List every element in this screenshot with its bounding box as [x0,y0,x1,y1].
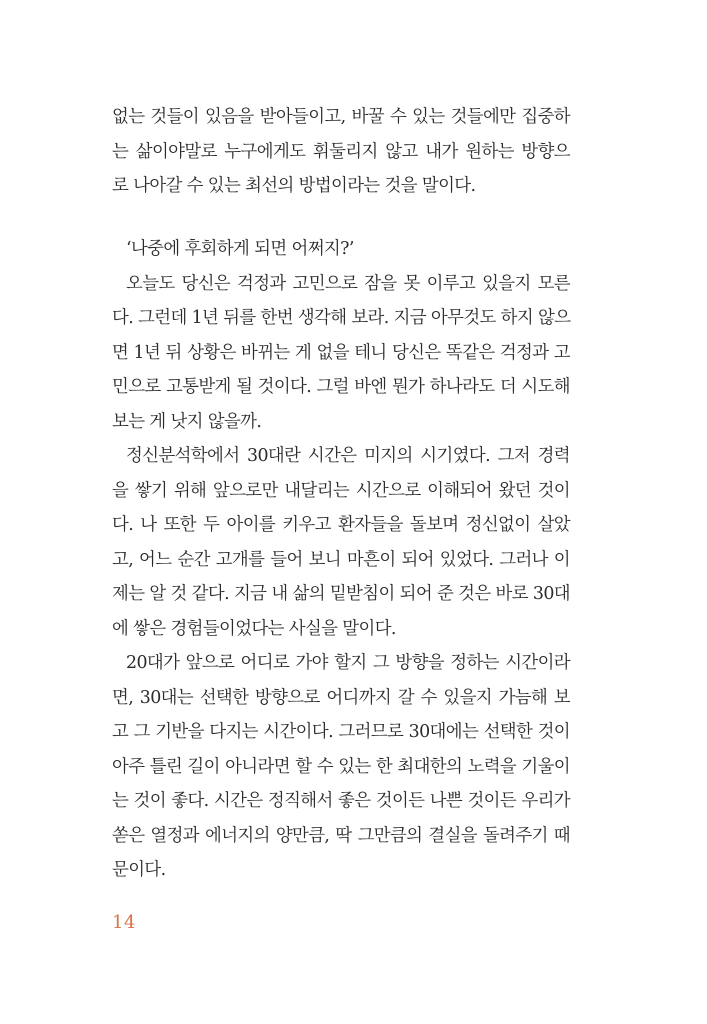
text-line: 에 쌓은 경험들이었다는 사실을 말이다. [112,618,396,639]
text-line: 정신분석학에서 30대란 시간은 미지의 시기였다. 그저 경력 [126,446,570,466]
text-line: 없는 것들이 있음을 받아들이고, 바꿀 수 있는 것들에만 집중하 [112,107,570,127]
text-line: 쏟은 열정과 에너지의 양만큼, 딱 그만큼의 결실을 돌려주기 때 [112,825,570,846]
text-line: 민으로 고통받게 될 것이다. 그럴 바엔 뭔가 하나라도 더 시도해 [112,377,570,397]
text-line: 오늘도 당신은 걱정과 고민으로 잠을 못 이루고 있을지 모른 [126,273,570,294]
paragraph-continued [112,100,570,204]
text-line: 면, 30대는 선택한 방향으로 어디까지 갈 수 있을지 가늠해 보 [112,687,570,708]
text-line: 아주 틀린 길이 아니라면 할 수 있는 한 최대한의 노력을 기울이 [112,756,570,777]
text-line: 20대가 앞으로 어디로 가야 할지 그 방향을 정하는 시간이라 [126,653,570,673]
text-line: 는 것이 좋다. 시간은 정직해서 좋은 것이든 나쁜 것이든 우리가 [112,791,570,811]
text-line: 고, 어느 순간 고개를 들어 보니 마흔이 되어 있었다. 그러나 이 [112,549,570,570]
text-line: 제는 알 것 같다. 지금 내 삶의 밑받침이 되어 준 것은 바로 30대 [112,584,570,604]
text-line: 을 쌓기 위해 앞으로만 내달리는 시간으로 이해되어 왔던 것이 [112,480,570,501]
text-line: 문이다. [112,860,166,880]
text-line: 보는 게 낫지 않을까. [112,411,262,432]
body-section [112,232,570,888]
text-line: 로 나아갈 수 있는 최선의 방법이라는 것을 말이다. [112,176,476,196]
text-line: 는 삶이야말로 누구에게도 휘둘리지 않고 내가 원하는 방향으 [112,141,570,162]
text-line: 다. 그런데 1년 뒤를 한번 생각해 보라. 지금 아무것도 하지 않으 [112,308,571,328]
quote-line: ‘나중에 후회하게 되면 어쩌지?’ [126,239,354,259]
text-line: 다. 나 또한 두 아이를 키우고 환자들을 돌보며 정신없이 살았 [112,515,570,535]
page-number: 14 [112,912,136,933]
text-line: 고 그 기반을 다지는 시간이다. 그러므로 30대에는 선택한 것이 [112,722,570,742]
text-line: 면 1년 뒤 상황은 바뀌는 게 없을 테니 당신은 똑같은 걱정과 고 [112,342,570,363]
